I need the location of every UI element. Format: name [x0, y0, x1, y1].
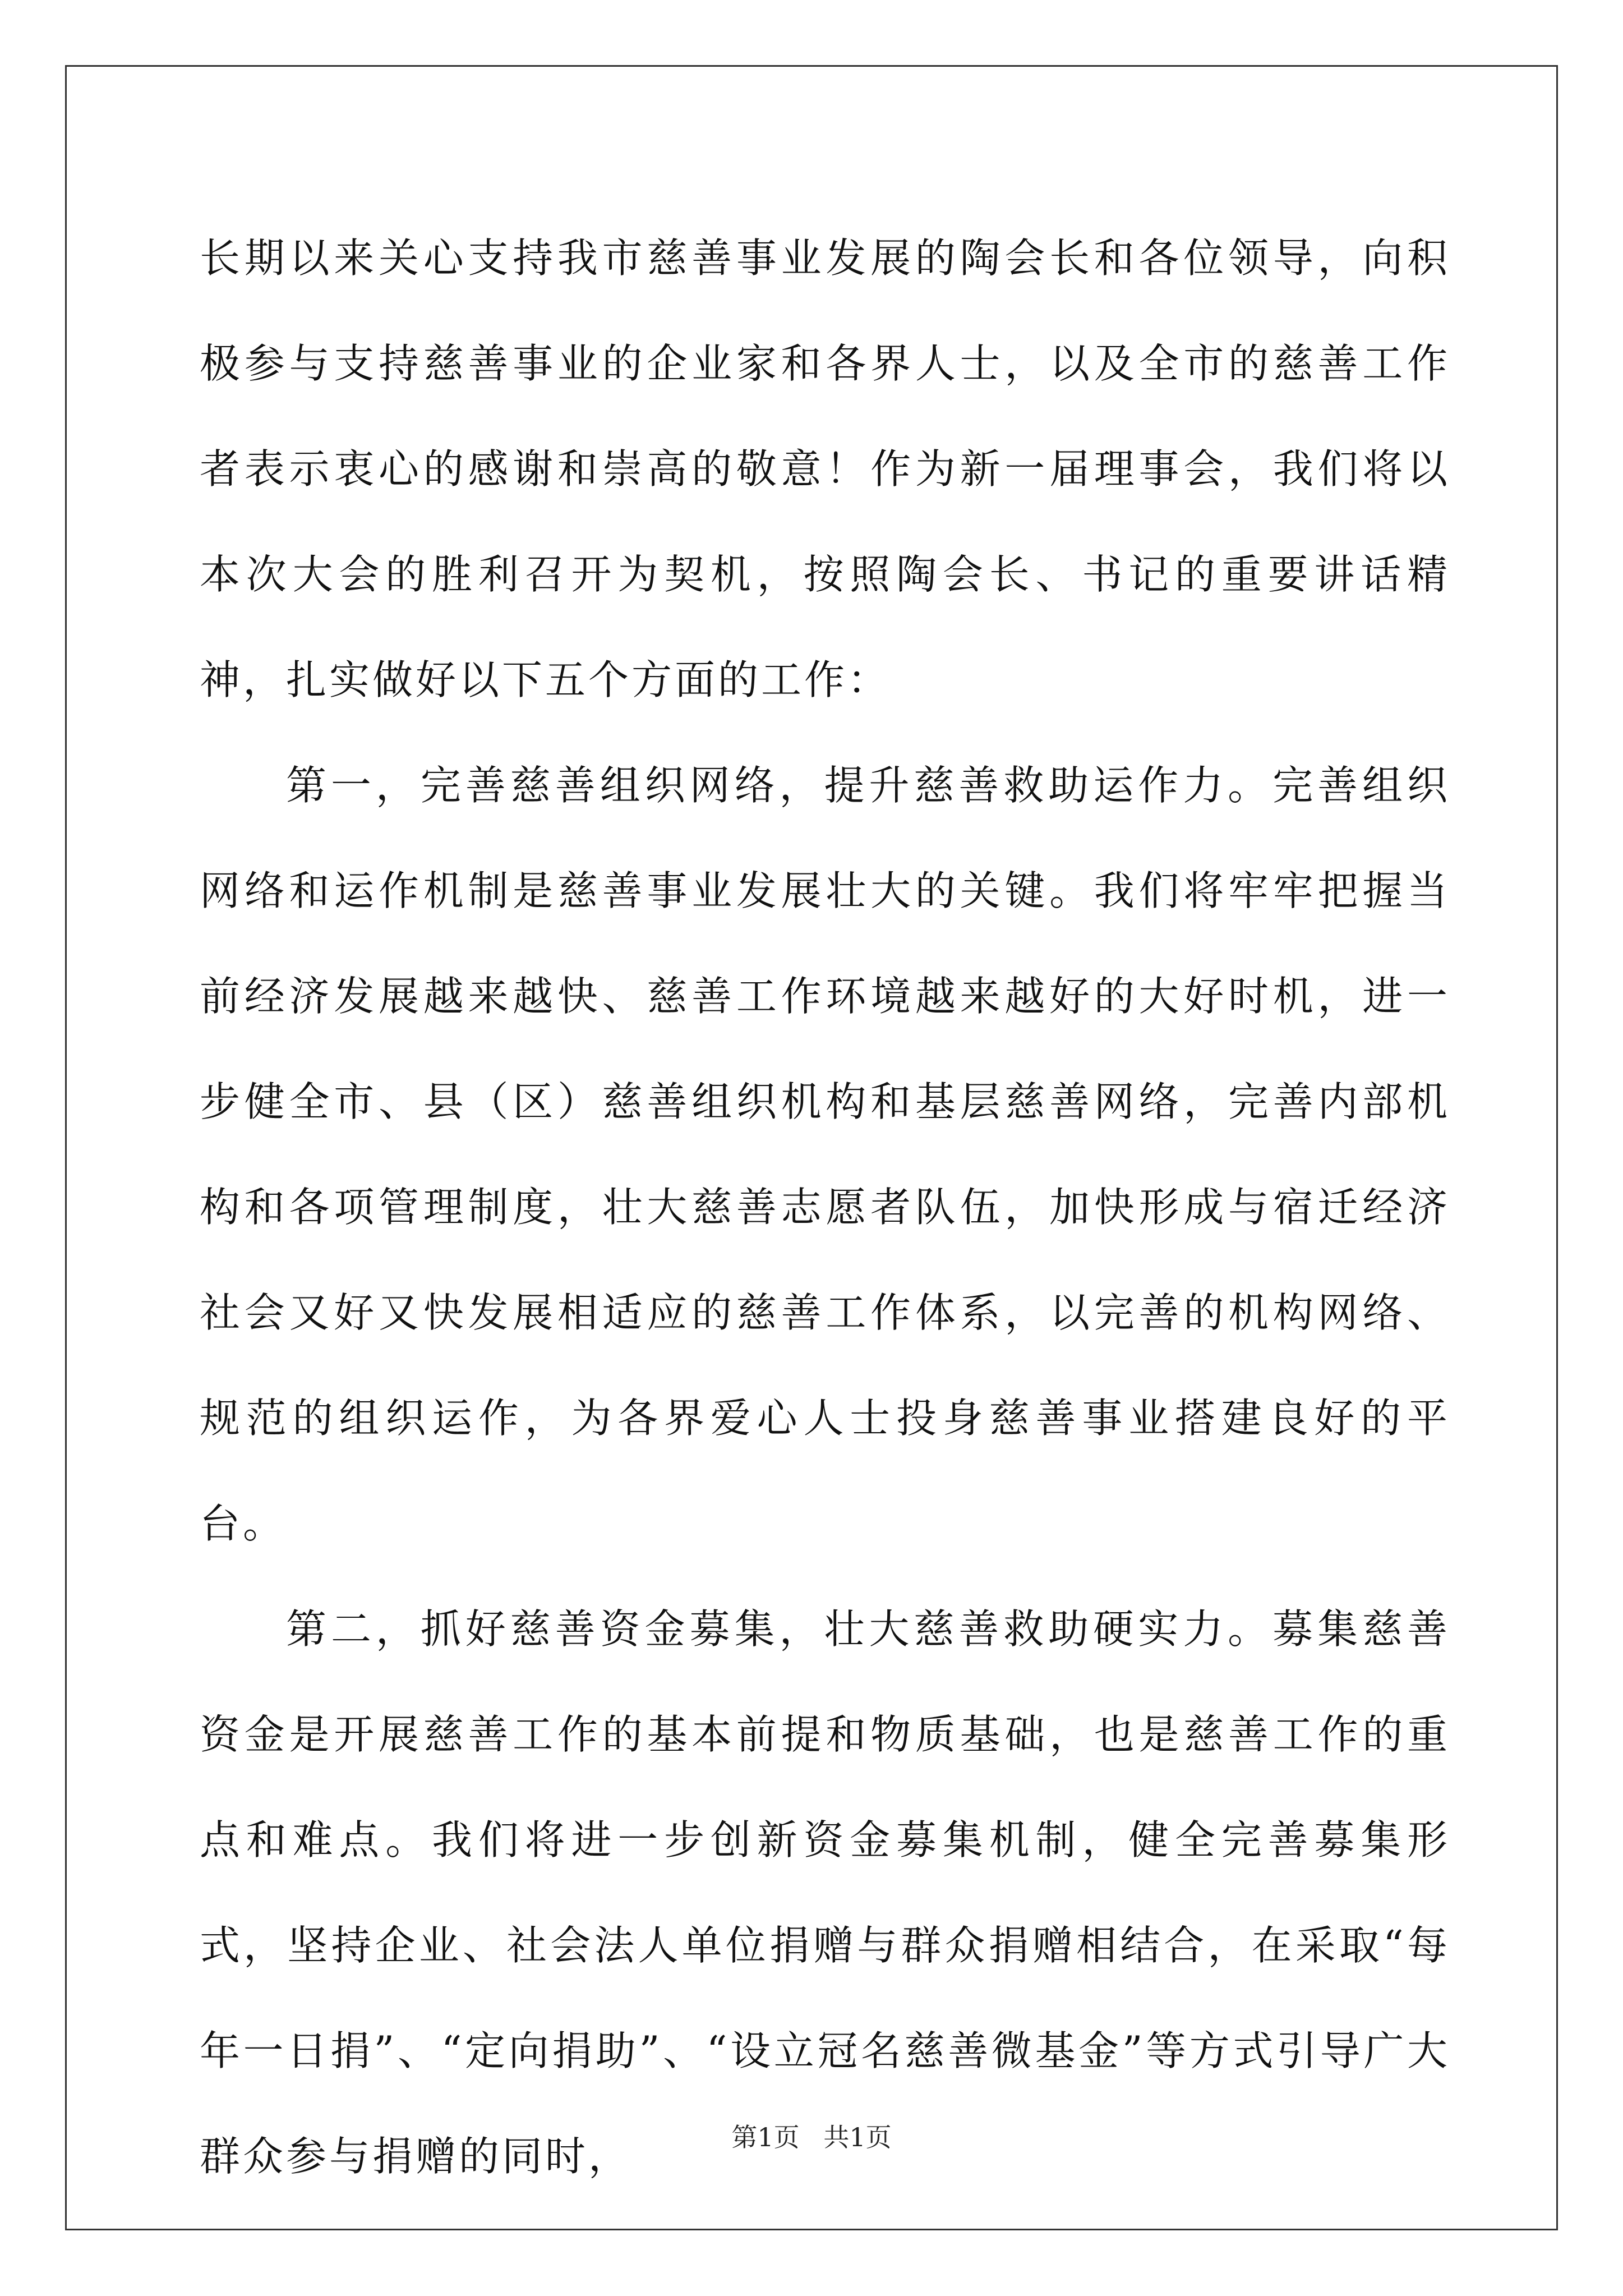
page-footer	[0, 2120, 1623, 2154]
page-total: 共1页	[823, 2122, 892, 2152]
paragraph-intro: 长期以来关心支持我市慈善事业发展的陶会长和各位领导，向积极参与支持慈善事业的企业家和各界人士，以及全市的慈善工作者表示衷心的感谢和崇高的敬意！作为新一届理事会，我们将以本次大会的胜利召开为契机，按照陶会长、书记的重要讲话精神，扎实做好以下五个方面的工作：	[200, 234, 1450, 703]
paragraph-second-point: 第二，抓好慈善资金募集，壮大慈善救助硬实力。募集慈善资金是开展慈善工作的基本前提和物质基础，也是慈善工作的重点和难点。我们将进一步创新资金募集机制，健全完善募集形式，坚持企业、社会法人单位捐赠与群众捐赠相结合，在采取“每年一日捐”、“定向捐助”、“设立冠名慈善微基金”等方式引导广大群众参与捐赠的同时，	[200, 1605, 1450, 2180]
paragraph-first-point: 第一，完善慈善组织网络，提升慈善救助运作力。完善组织网络和运作机制是慈善事业发展壮大的关键。我们将牢牢把握当前经济发展越来越快、慈善工作环境越来越好的大好时机，进一步健全市、县（区）慈善组织机构和基层慈善网络，完善内部机构和各项管理制度，壮大慈善志愿者队伍，加快形成与宿迁经济社会又好又快发展相适应的慈善工作体系，以完善的机构网络、规范的组织运作，为各界爱心人士投身慈善事业搭建良好的平台。	[200, 762, 1450, 1547]
document-body	[200, 205, 1450, 2209]
page-number: 第1页	[731, 2122, 800, 2152]
